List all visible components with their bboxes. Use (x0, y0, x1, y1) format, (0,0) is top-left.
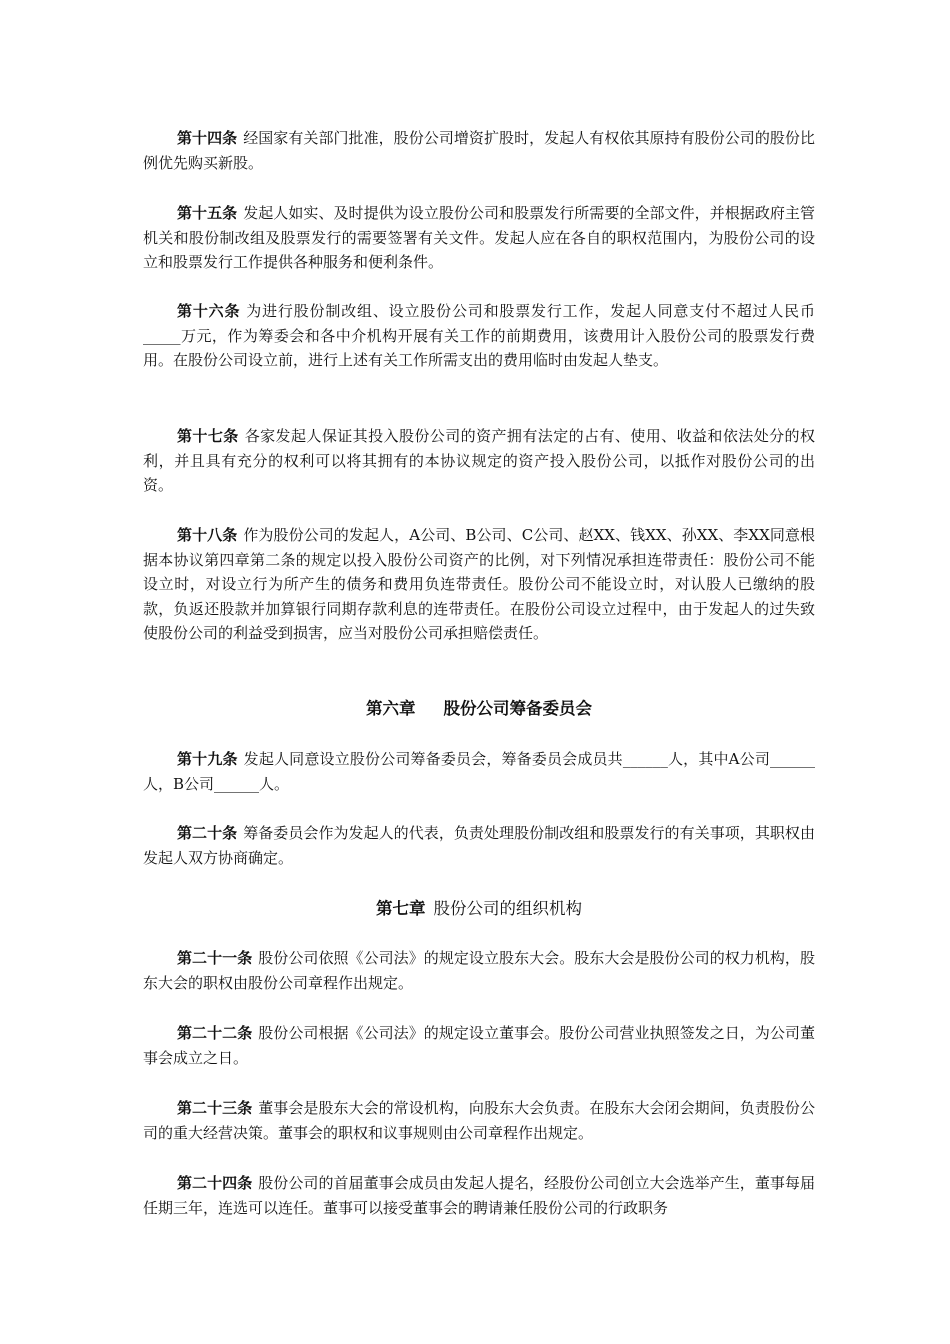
article-19 (143, 747, 815, 796)
chapter-title: 股份公司的组织机构 (433, 899, 582, 918)
article-number: 第二十条 (177, 824, 238, 842)
article-text: 股份公司依照《公司法》的规定设立股东大会。股东大会是股份公司的权力机构，股东大会的职权由股份公司章程作出规定。 (143, 949, 815, 992)
article-24 (143, 1171, 815, 1220)
article-text: 发起人同意设立股份公司筹备委员会，筹备委员会成员共______人，其中A公司______人，B公司______人。 (143, 750, 815, 793)
article-text: 股份公司的首届董事会成员由发起人提名，经股份公司创立大会选举产生，董事每届任期三年，连选可以连任。董事可以接受董事会的聘请兼任股份公司的行政职务 (143, 1174, 815, 1217)
article-number: 第十六条 (177, 302, 241, 320)
article-number: 第十八条 (177, 526, 238, 544)
article-20 (143, 821, 815, 870)
article-text: 为进行股份制改组、设立股份公司和股票发行工作，发起人同意支付不超过人民币_____万元，作为筹委会和各中介机构开展有关工作的前期费用，该费用计入股份公司的股票发行费用。在股份公司设立前，进行上述有关工作所需支出的费用临时由发起人垫支。 (143, 302, 815, 369)
article-21 (143, 946, 815, 995)
article-17 (143, 424, 815, 498)
chapter-number: 第七章 (376, 899, 426, 918)
article-14 (143, 126, 815, 175)
article-number: 第二十三条 (177, 1099, 253, 1117)
article-23 (143, 1096, 815, 1145)
article-text: 股份公司根据《公司法》的规定设立董事会。股份公司营业执照签发之日，为公司董事会成立之日。 (143, 1024, 815, 1067)
article-text: 经国家有关部门批准，股份公司增资扩股时，发起人有权依其原持有股份公司的股份比例优先购买新股。 (143, 129, 815, 172)
article-15 (143, 201, 815, 275)
article-number: 第二十二条 (177, 1024, 253, 1042)
article-text: 筹备委员会作为发起人的代表，负责处理股份制改组和股票发行的有关事项，其职权由发起人双方协商确定。 (143, 824, 815, 867)
article-number: 第二十四条 (177, 1174, 253, 1192)
article-text: 发起人如实、及时提供为设立股份公司和股票发行所需要的全部文件，并根据政府主管机关和股份制改组及股票发行的需要签署有关文件。发起人应在各自的职权范围内，为股份公司的设立和股票发行工作提供各种服务和便利条件。 (143, 204, 815, 271)
article-number: 第十四条 (177, 129, 238, 147)
chapter-6-heading (143, 697, 815, 721)
article-text: 作为股份公司的发起人，A公司、B公司、C公司、赵XX、钱XX、孙XX、李XX同意根据本协议第四章第二条的规定以投入股份公司资产的比例，对下列情况承担连带责任：股份公司不能设立时，对设立行为所产生的债务和费用负连带责任。股份公司不能设立时，对认股人已缴纳的股款，负返还股款并加算银行同期存款利息的连带责任。在股份公司设立过程中，由于发起人的过失致使股份公司的利益受到损害，应当对股份公司承担赔偿责任。 (143, 526, 815, 642)
article-22 (143, 1021, 815, 1070)
article-number: 第十五条 (177, 204, 238, 222)
article-number: 第二十一条 (177, 949, 253, 967)
article-16 (143, 299, 815, 373)
article-text: 各家发起人保证其投入股份公司的资产拥有法定的占有、使用、收益和依法处分的权利，并且具有充分的权利可以将其拥有的本协议规定的资产投入股份公司，以抵作对股份公司的出资。 (143, 427, 815, 494)
article-number: 第十七条 (177, 427, 239, 445)
chapter-7-heading (143, 897, 815, 921)
chapter-number: 第六章 (366, 699, 416, 718)
chapter-title: 股份公司筹备委员会 (443, 699, 592, 718)
article-number: 第十九条 (177, 750, 238, 768)
article-text: 董事会是股东大会的常设机构，向股东大会负责。在股东大会闭会期间，负责股份公司的重大经营决策。董事会的职权和议事规则由公司章程作出规定。 (143, 1099, 815, 1142)
article-18 (143, 523, 815, 646)
